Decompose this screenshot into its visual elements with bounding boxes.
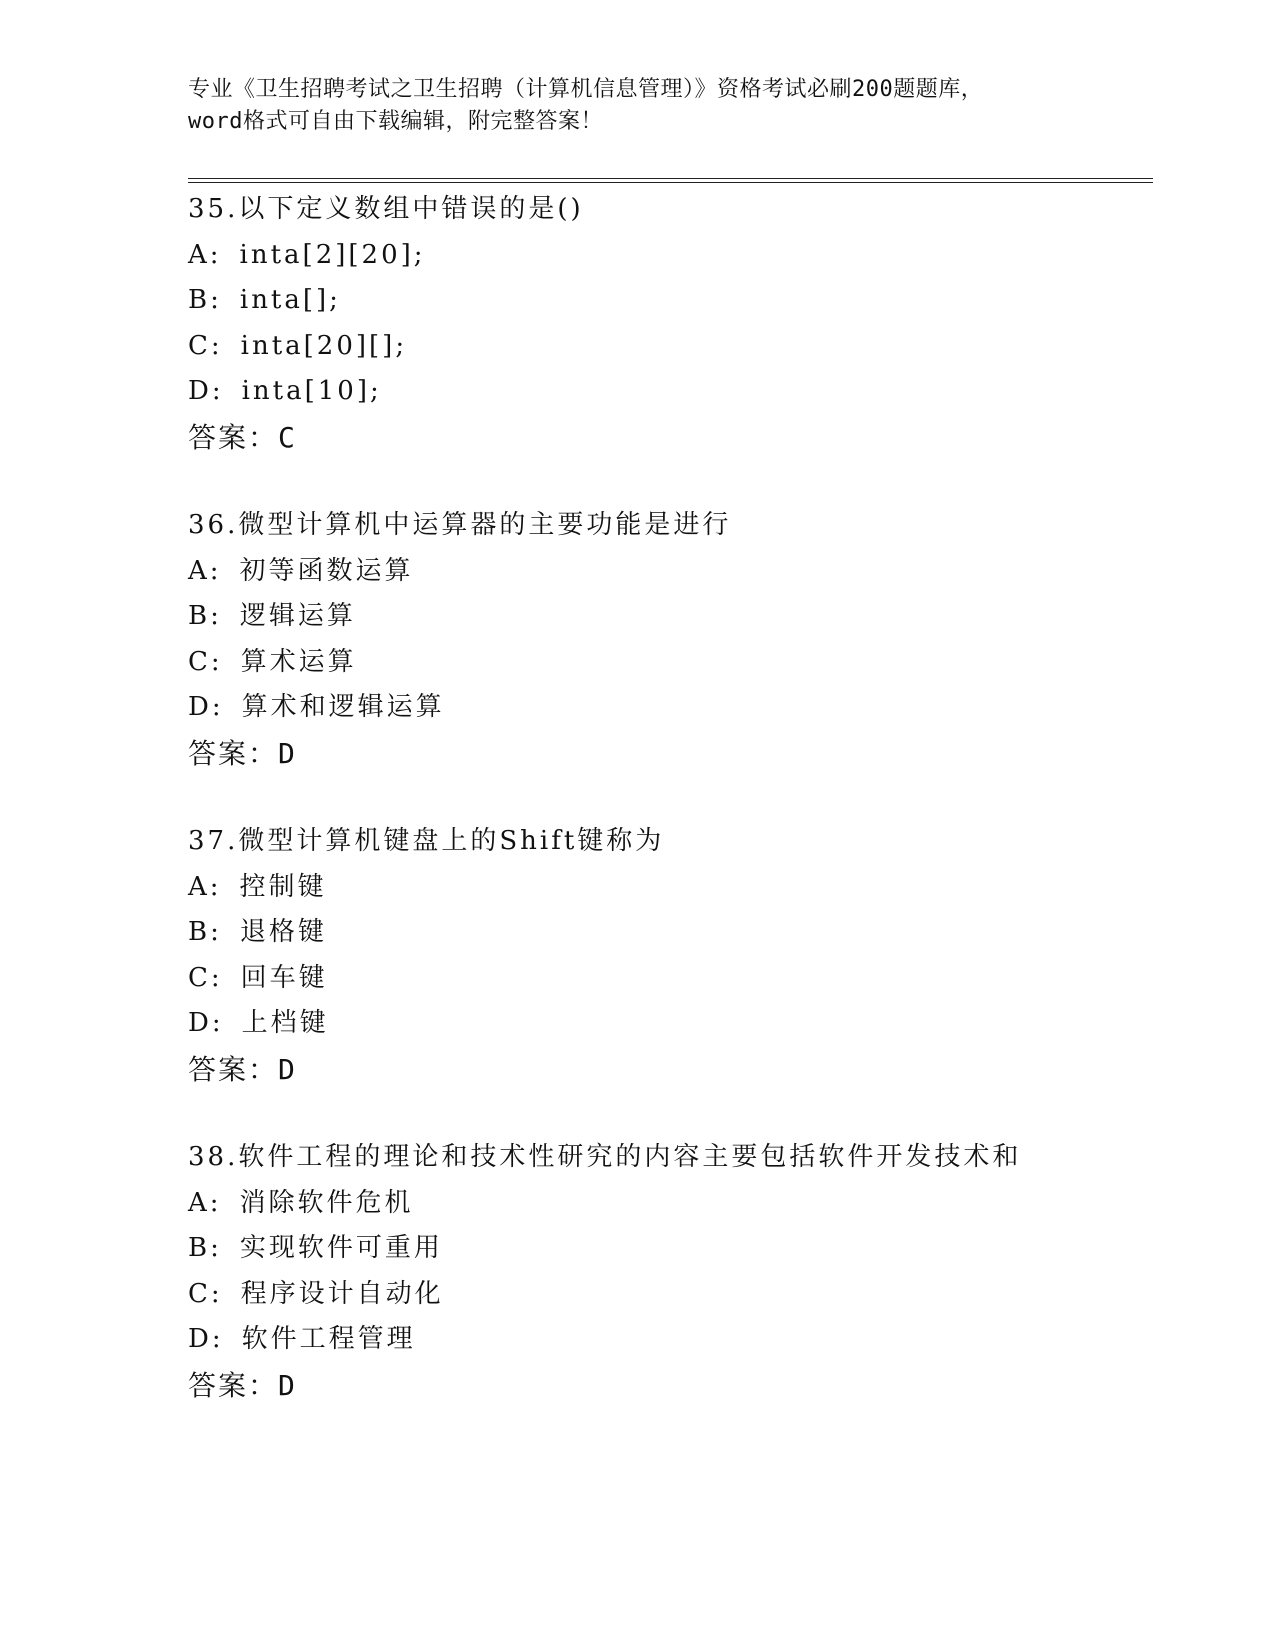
- option-label: C:: [188, 330, 223, 361]
- option-label: C:: [188, 646, 223, 677]
- option-label: B:: [188, 917, 222, 947]
- option-text: 消除软件危机: [239, 1187, 414, 1218]
- option-text: inta[];: [239, 285, 341, 315]
- option-b: [188, 1226, 1148, 1272]
- answer: 答案：D: [188, 736, 297, 770]
- option-text: inta[10];: [241, 376, 382, 406]
- option-a: [188, 865, 1148, 911]
- answer: 答案：D: [188, 1052, 297, 1086]
- option-label: B:: [188, 1233, 222, 1263]
- question-37: [188, 819, 1148, 1092]
- option-text: 初等函数运算: [239, 555, 414, 586]
- header-divider: [188, 178, 1153, 183]
- document-header: [188, 74, 1088, 138]
- option-label: A:: [188, 239, 222, 270]
- option-label: D:: [188, 376, 224, 406]
- answer: 答案：D: [188, 1368, 297, 1402]
- option-text: 逻辑运算: [239, 601, 356, 631]
- question-38: [188, 1135, 1148, 1408]
- option-text: 回车键: [240, 962, 328, 993]
- option-c: [188, 956, 1148, 1002]
- option-label: C:: [188, 962, 223, 993]
- option-c: [188, 1272, 1148, 1318]
- header-line-2: word格式可自由下载编辑，附完整答案！: [188, 109, 603, 134]
- question-35: [188, 187, 1148, 460]
- option-d: [188, 369, 1148, 415]
- question-36: [188, 503, 1148, 776]
- option-c: [188, 324, 1148, 370]
- question-title: 37.微型计算机键盘上的Shift键称为: [188, 826, 665, 856]
- question-title: 38.软件工程的理论和技术性研究的内容主要包括软件开发技术和: [188, 1142, 1022, 1172]
- question-title: 36.微型计算机中运算器的主要功能是进行: [188, 510, 732, 540]
- option-b: [188, 594, 1148, 640]
- option-label: C:: [188, 1278, 223, 1309]
- option-label: A:: [188, 1187, 222, 1218]
- option-text: 实现软件可重用: [239, 1233, 443, 1263]
- header-line-1: 专业《卫生招聘考试之卫生招聘（计算机信息管理）》资格考试必刷200题题库，: [188, 77, 984, 102]
- option-text: 程序设计自动化: [240, 1278, 444, 1309]
- option-label: D:: [188, 692, 224, 722]
- option-label: B:: [188, 601, 222, 631]
- option-d: [188, 1001, 1148, 1047]
- option-text: 算术和逻辑运算: [241, 692, 445, 722]
- option-label: A:: [188, 871, 222, 902]
- option-label: B:: [188, 285, 222, 315]
- option-a: [188, 233, 1148, 279]
- option-label: D:: [188, 1324, 224, 1354]
- option-text: 上档键: [241, 1008, 329, 1038]
- option-c: [188, 640, 1148, 686]
- option-label: A:: [188, 555, 222, 586]
- option-text: 软件工程管理: [241, 1324, 416, 1354]
- answer: 答案：C: [188, 420, 297, 454]
- option-a: [188, 549, 1148, 595]
- option-b: [188, 910, 1148, 956]
- option-text: 退格键: [239, 917, 327, 947]
- option-label: D:: [188, 1008, 224, 1038]
- question-title: 35.以下定义数组中错误的是(): [188, 194, 584, 224]
- option-text: 算术运算: [240, 646, 357, 677]
- option-text: inta[20][];: [240, 330, 408, 361]
- option-text: inta[2][20];: [239, 239, 426, 270]
- option-text: 控制键: [239, 871, 327, 902]
- option-d: [188, 685, 1148, 731]
- option-a: [188, 1181, 1148, 1227]
- option-d: [188, 1317, 1148, 1363]
- option-b: [188, 278, 1148, 324]
